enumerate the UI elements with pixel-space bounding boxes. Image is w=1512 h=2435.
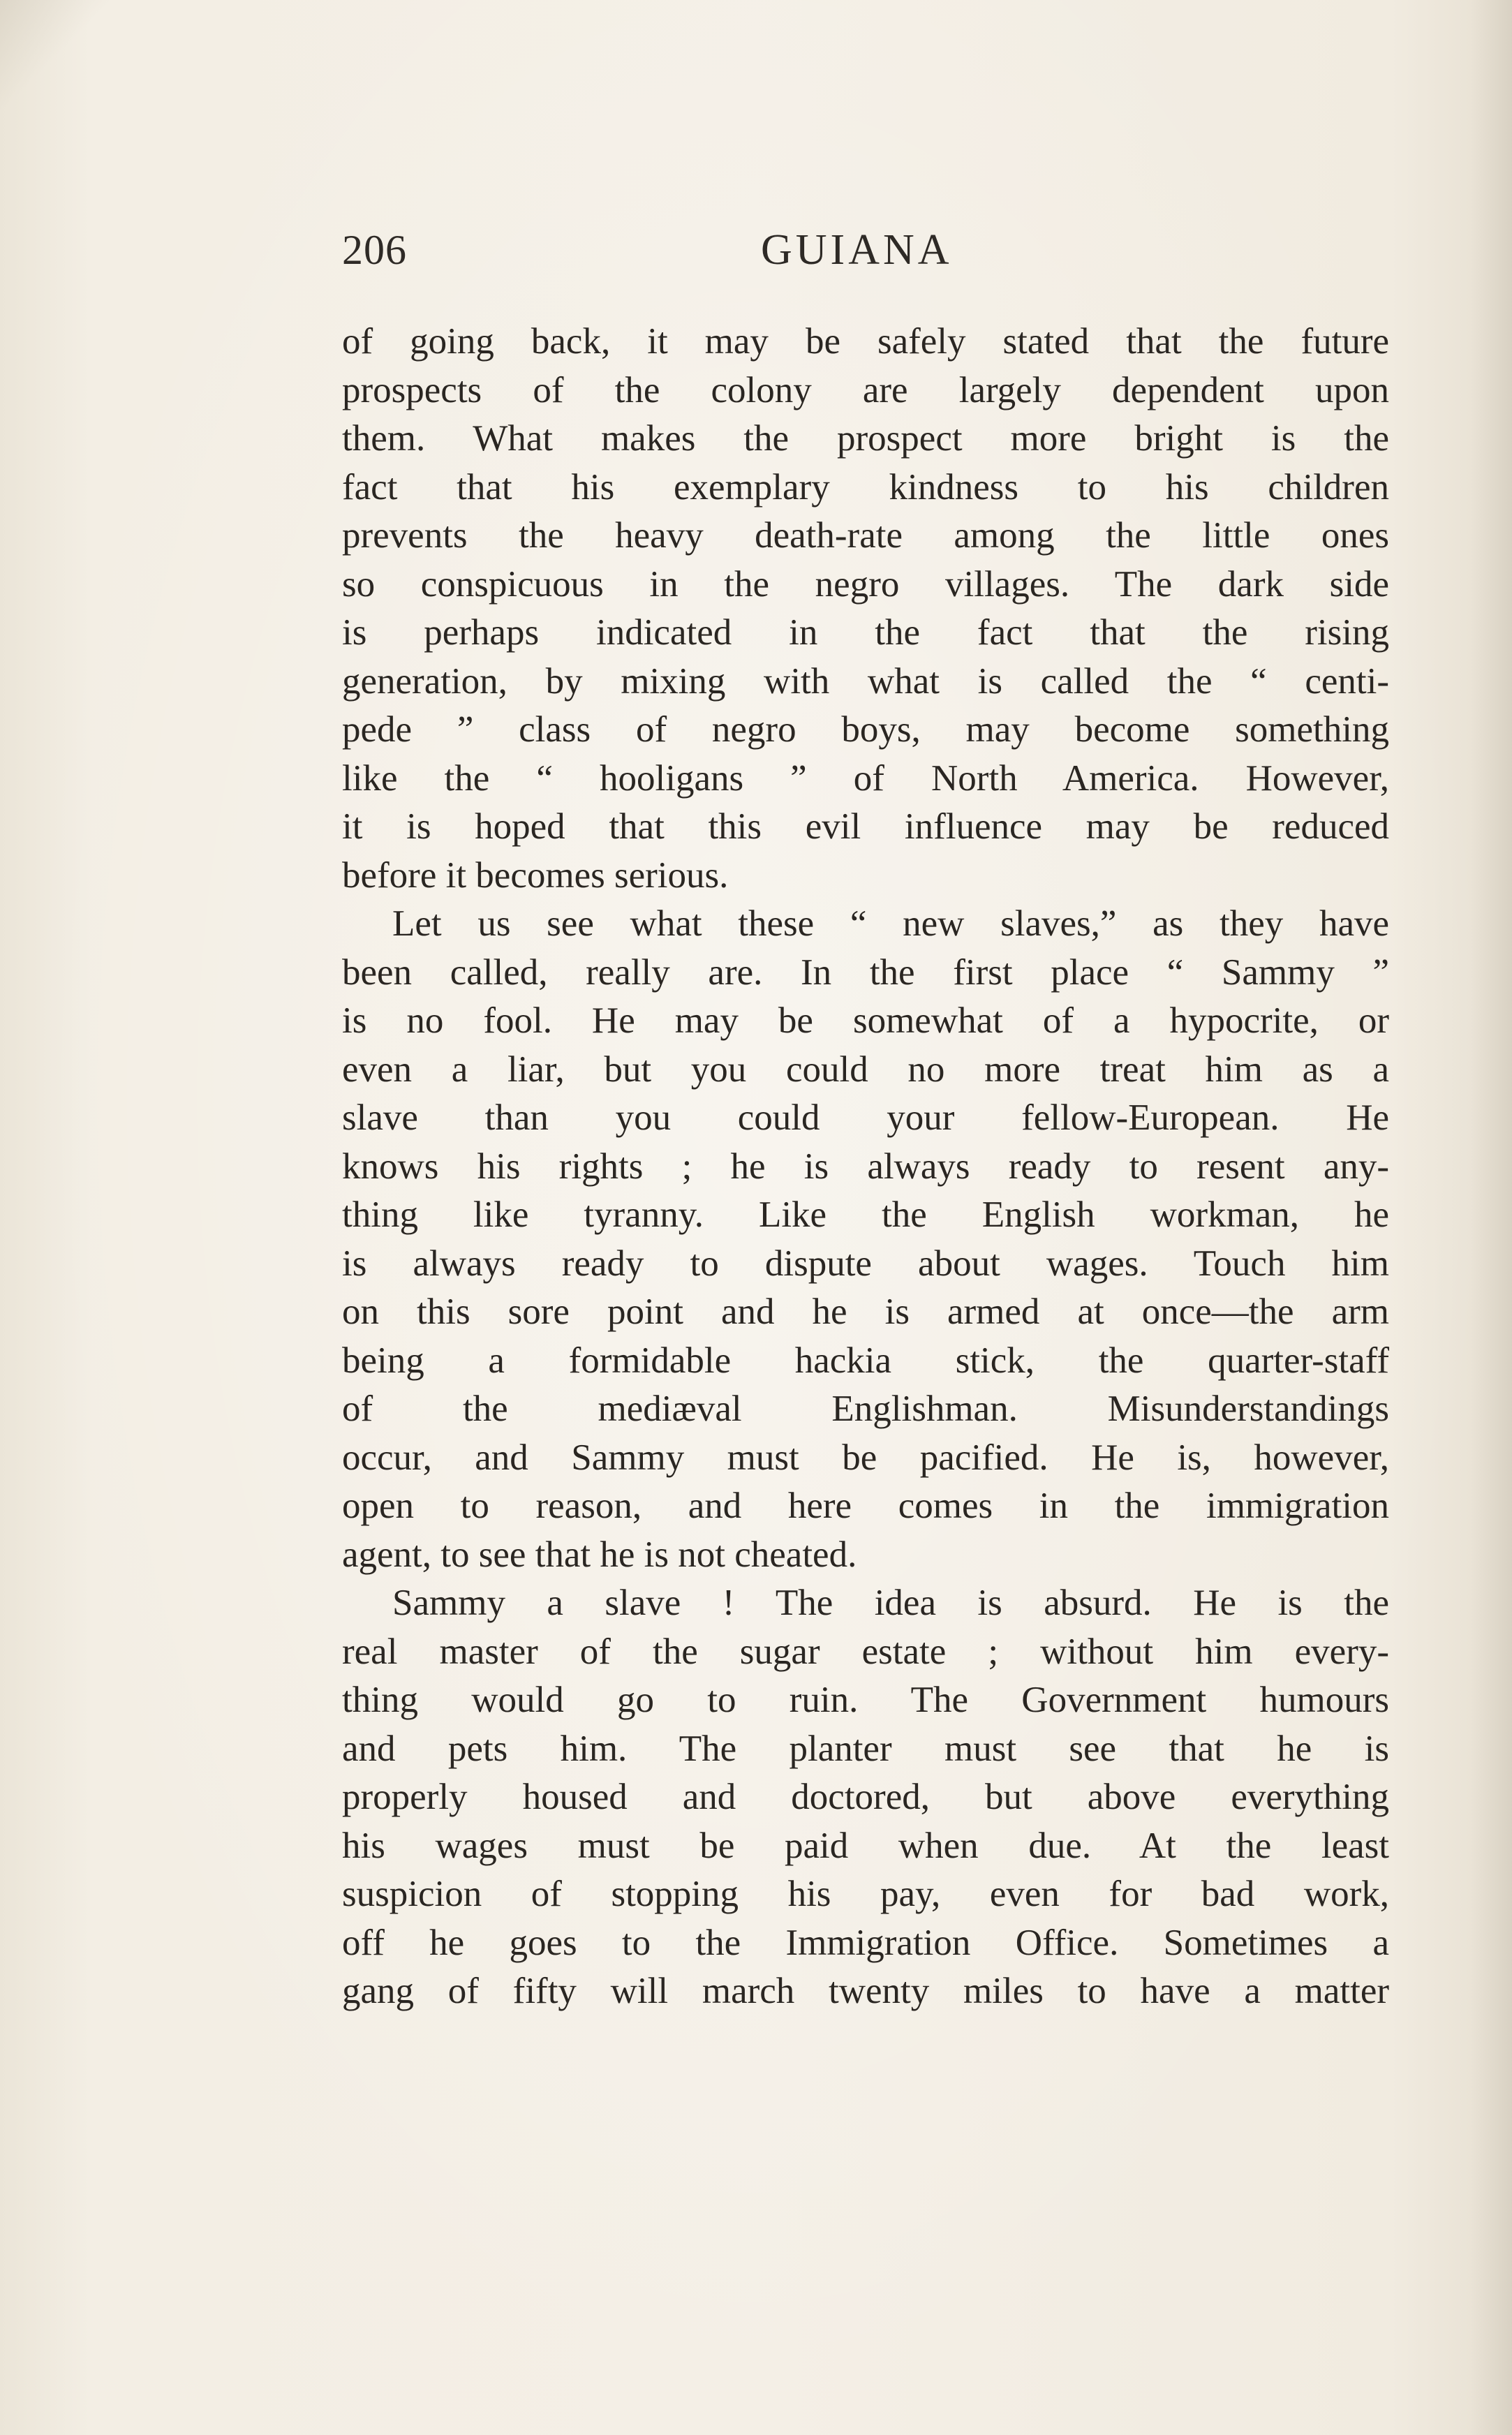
text-line: been called, really are. In the first place “ Sammy ” <box>342 952 1389 993</box>
text-line: of going back, it may be safely stated that the future <box>342 321 1389 362</box>
text-line: open to reason, and here comes in the immigration <box>342 1486 1389 1526</box>
text-line: like the “ hooligans ” of North America. However, <box>342 757 1389 799</box>
page-header <box>342 222 1389 278</box>
running-head: GUIANA <box>761 226 953 274</box>
text-line: knows his rights ; he is always ready to resent any- <box>342 1146 1389 1187</box>
text-line: generation, by mixing with what is called the “ centi- <box>342 660 1389 702</box>
text-line: so conspicuous in the negro villages. The dark side <box>342 563 1389 605</box>
text-line: prevents the heavy death-rate among the little ones <box>342 515 1389 556</box>
text-line: fact that his exemplary kindness to his children <box>342 466 1389 508</box>
text-line: and pets him. The planter must see that he is <box>342 1728 1389 1769</box>
text-line: even a liar, but you could no more treat him as a <box>342 1049 1389 1090</box>
text-line: thing would go to ruin. The Government humours <box>342 1680 1389 1720</box>
text-line: is perhaps indicated in the fact that the rising <box>342 612 1389 653</box>
text-line: pede ” class of negro boys, may become something <box>342 709 1389 750</box>
text-line: being a formidable hackia stick, the quarter-staff <box>342 1340 1389 1381</box>
text-line: agent, to see that he is not cheated. <box>342 1534 857 1575</box>
page-edge-shadow <box>1470 0 1512 2435</box>
text-line: before it becomes serious. <box>342 854 729 896</box>
page-number: 206 <box>342 227 407 273</box>
body-text <box>342 318 1389 2016</box>
text-line: thing like tyranny. Like the English workman, he <box>342 1194 1389 1235</box>
text-line: Let us see what these “ new slaves,” as they have <box>392 903 1389 944</box>
page-corner-crease <box>0 0 126 126</box>
text-line: his wages must be paid when due. At the least <box>342 1825 1389 1866</box>
text-line: gang of fifty will march twenty miles to have a matter <box>342 1971 1389 2011</box>
text-line: slave than you could your fellow-European. He <box>342 1097 1389 1138</box>
text-line: of the mediæval Englishman. Misunderstandings <box>342 1389 1389 1429</box>
text-line: on this sore point and he is armed at once—the arm <box>342 1291 1389 1332</box>
text-line: is always ready to dispute about wages. Touch him <box>342 1243 1389 1284</box>
text-line: occur, and Sammy must be pacified. He is, however, <box>342 1437 1389 1478</box>
text-line: properly housed and doctored, but above everything <box>342 1777 1389 1817</box>
text-line: off he goes to the Immigration Office. Sometimes a <box>342 1922 1389 1963</box>
text-line: is no fool. He may be somewhat of a hypocrite, or <box>342 1000 1389 1041</box>
text-line: prospects of the colony are largely dependent upon <box>342 369 1389 410</box>
text-line: it is hoped that this evil influence may be reduced <box>342 806 1389 847</box>
text-line: them. What makes the prospect more bright is the <box>342 418 1389 459</box>
text-line: real master of the sugar estate ; without him every- <box>342 1631 1389 1672</box>
text-line: Sammy a slave ! The idea is absurd. He is the <box>392 1583 1389 1623</box>
text-line: suspicion of stopping his pay, even for bad work, <box>342 1874 1389 1914</box>
